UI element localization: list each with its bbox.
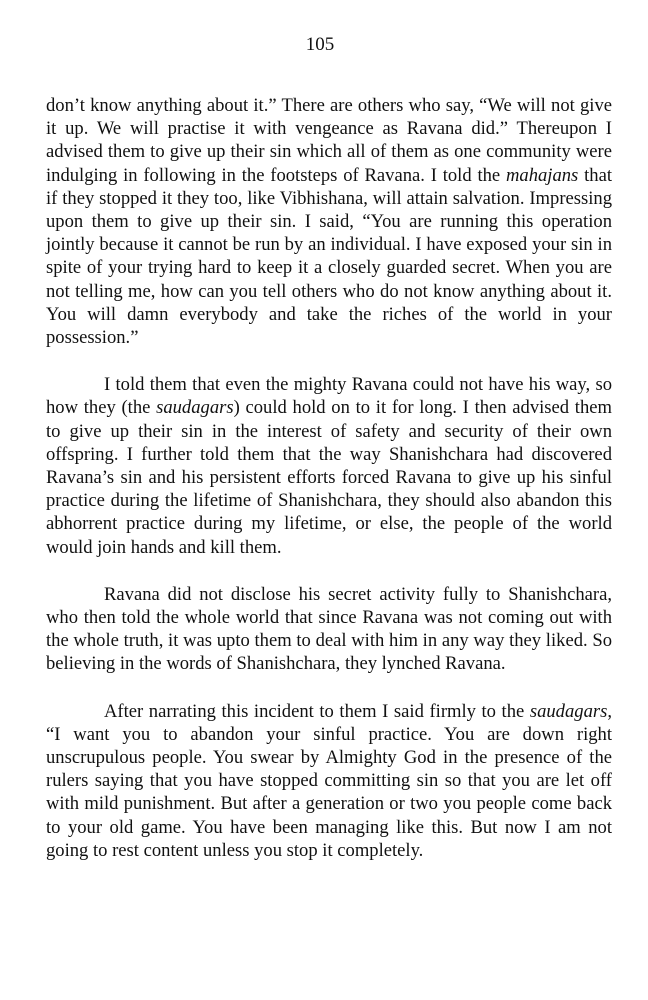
paragraph-text: After narrating this incident to them I said firmly to the (104, 700, 530, 722)
italic-term: saudagars (156, 397, 234, 419)
paragraph-4 (46, 700, 612, 862)
page-number: 105 (305, 34, 335, 55)
italic-term: saudagars (529, 700, 608, 722)
paragraph-text: Ravana did not disclose his secret activity fully to Shanishchara, who then told the whole world that since Ravana was not coming out with the whole truth, it was upto them to deal with him in any way they liked. So believing in the words of Shanishchara, they lynched Ravana. (46, 583, 612, 675)
paragraph-1 (46, 94, 612, 349)
paragraph-text: ) could hold on to it for long. I then advised them to give up their sin in the interest of safety and security of their own offspring. I further told them that the way Shanishchara had discovered Ravana’s sin and his persistent efforts forced Ravana to give up his sinful practice during the lifetime of Shanishchara, they should also abandon this abhorrent practice during my lifetime, or else, the people of the world would join hands and kill them. (46, 397, 612, 558)
paragraph-text: I told them that even the mighty Ravana could not have his way, so how they (the (46, 374, 612, 419)
paragraph-text: that if they stopped it they too, like Vibhishana, will attain salvation. Impressing upon them to give up their sin. I said, “You are running this operation jointly because it cannot be run by an individual. I have exposed your sin in spite of your trying hard to keep it a closely guarded secret. When you are not telling me, how can you tell others who do not know anything about it. You will damn everybody and take the riches of the world in your possession.” (46, 164, 612, 349)
paragraph-2 (46, 373, 612, 559)
italic-term: mahajans (505, 164, 579, 186)
paragraph-text: , “I want you to abandon your sinful practice. You are down right unscrupulous people. You swear by Almighty God in the presence of the rulers saying that you have stopped committing sin so that you are let off with mild punishment. But after a generation or two you people come back to your old game. You have been managing like this. But now I am not going to rest content unless you stop it completely. (46, 700, 612, 861)
paragraph-3 (46, 583, 612, 676)
paragraph-text: don’t know anything about it.” There are others who say, “We will not give it up. We will practise it with vengeance as Ravana did.” Thereupon I advised them to give up their sin which all of them as one community were indulging in following in the footsteps of Ravana. I told the (46, 95, 612, 186)
